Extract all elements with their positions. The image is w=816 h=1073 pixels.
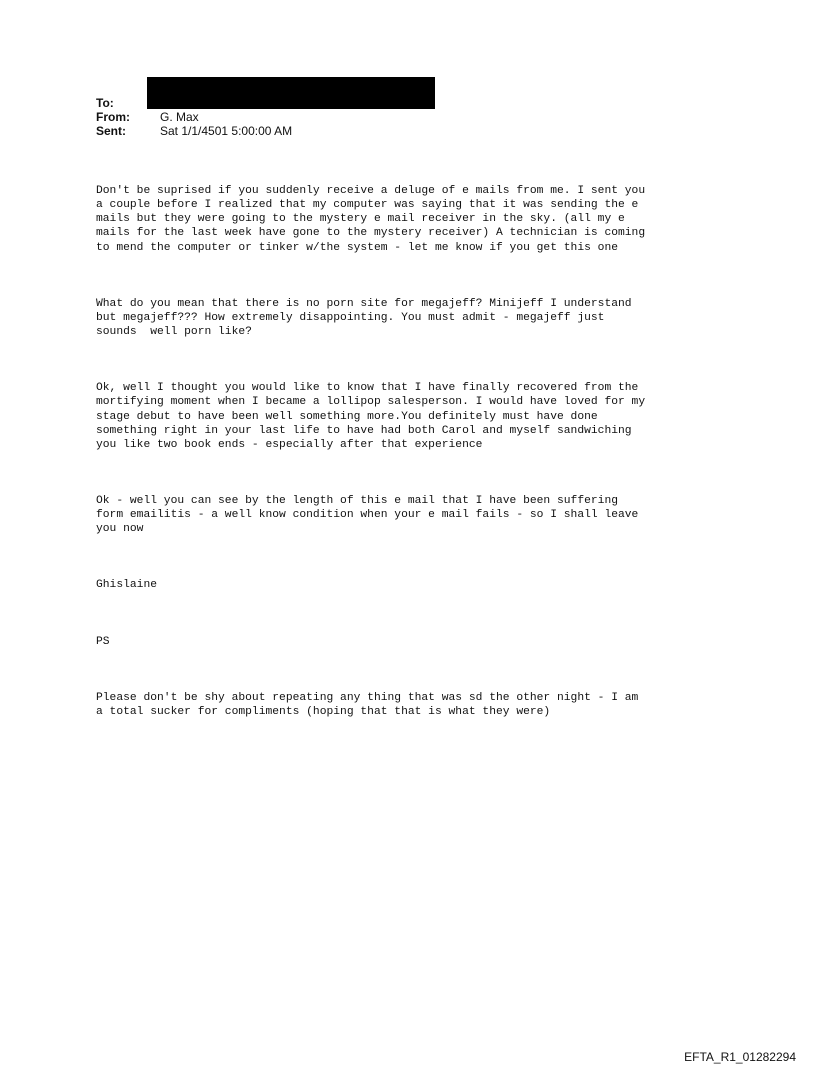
from-value: G. Max — [160, 110, 199, 124]
body-paragraph: Don't be suprised if you suddenly receive a deluge of e mails from me. I sent you a couple before I realized that my computer was saying that it was sending the e mails but they were going to the mystery e mail receiver in the sky. (all my e mails for the last week have gone to the mystery receiver) A technician is coming to mend the computer or tinker w/the system - let me know if you get this one — [96, 185, 646, 254]
sent-label: Sent: — [96, 124, 126, 138]
to-label: To: — [96, 96, 114, 110]
signature: Ghislaine — [96, 579, 158, 592]
from-label: From: — [96, 110, 130, 124]
postscript-label: PS — [96, 635, 110, 648]
sent-row — [96, 124, 292, 138]
body-paragraph: Ok - well you can see by the length of this e mail that I have been suffering form emailitis - a well know condition when your e mail fails - so I shall leave you now — [96, 494, 639, 536]
document-id: EFTA_R1_01282294 — [684, 1050, 796, 1064]
from-row — [96, 110, 292, 124]
email-body — [96, 156, 736, 747]
sent-value: Sat 1/1/4501 5:00:00 AM — [160, 124, 293, 138]
to-row — [96, 96, 292, 110]
body-paragraph: Ok, well I thought you would like to know that I have finally recovered from the mortifying moment when I became a lollipop salesperson. I would have loved for my stage debut to have been well something more.You definitely must have done something right in your last life to have had both Carol and myself sandwiching you like two book ends - especially after that experience — [96, 382, 646, 451]
email-header — [96, 96, 292, 138]
body-paragraph: What do you mean that there is no porn site for megajeff? Minijeff I understand but megajeff??? How extremely disappointing. You must admit - megajeff just sounds well porn like? — [96, 297, 632, 339]
postscript-text: Please don't be shy about repeating any thing that was sd the other night - I am a total sucker for compliments (hoping that that is what they were) — [96, 692, 639, 719]
